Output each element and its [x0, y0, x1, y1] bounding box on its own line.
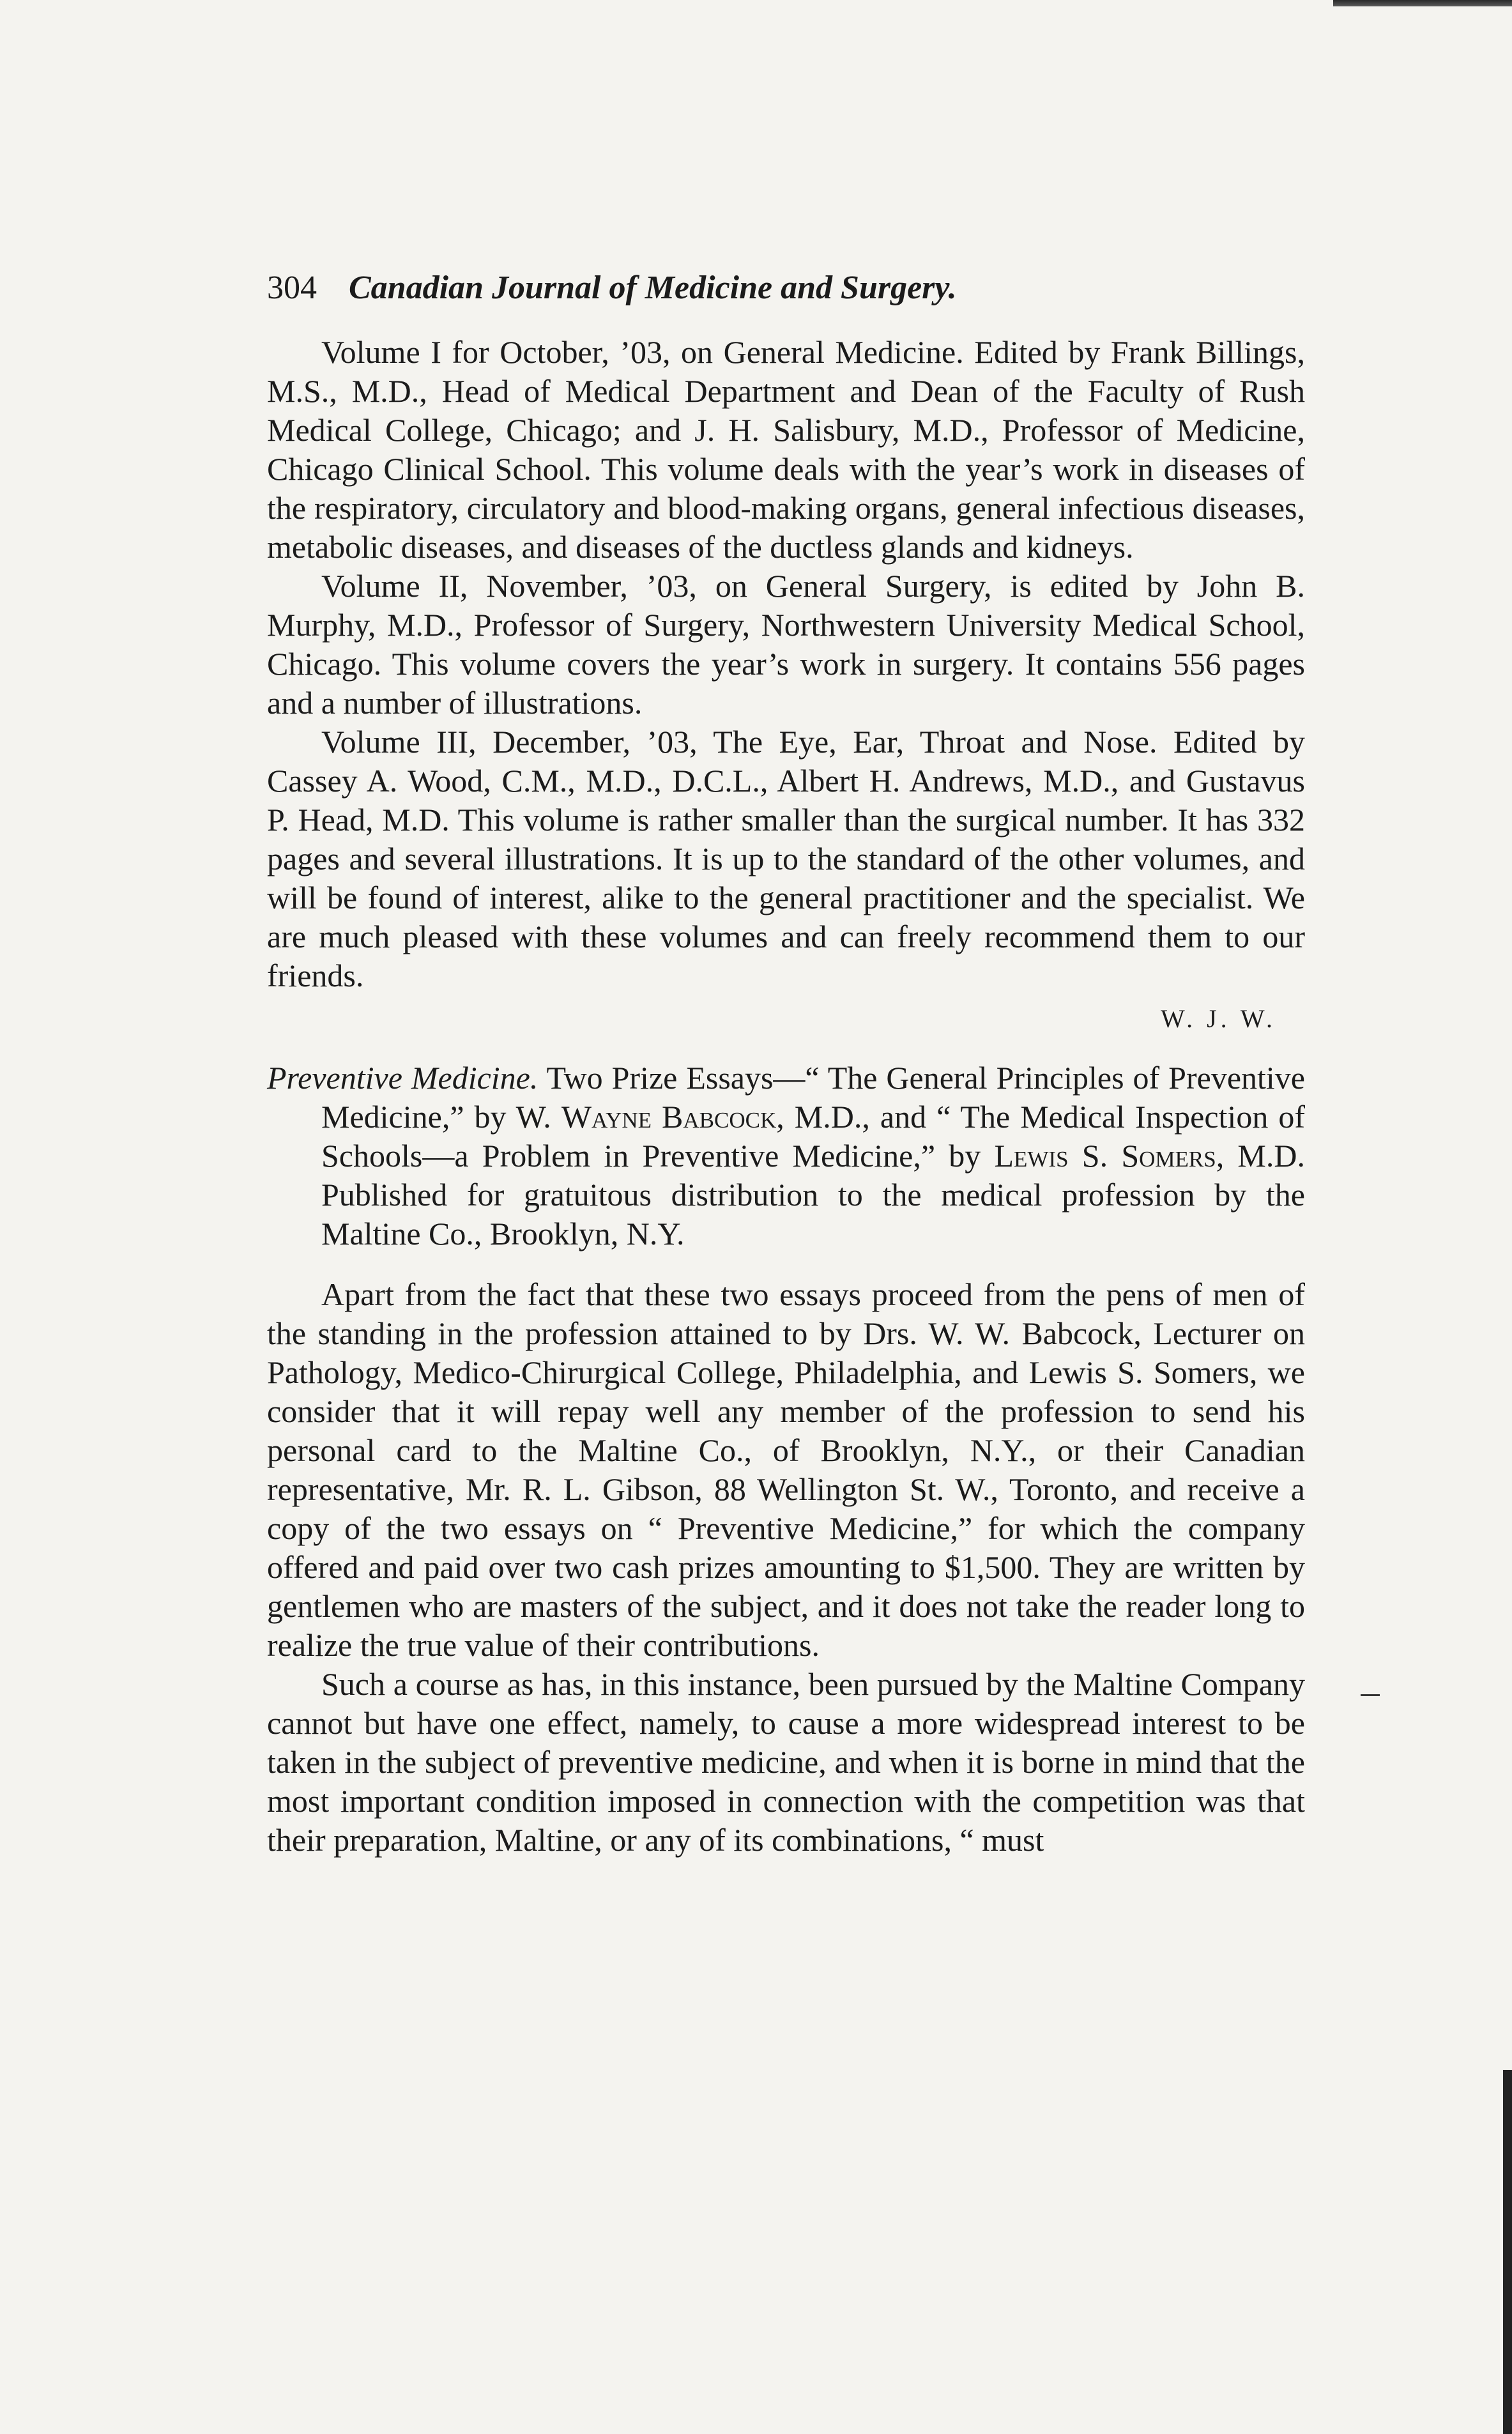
citation-text-3: , M.D. Published for gratuitous distribution to the medical profession by the Maltine Co., Brooklyn, N.Y.: [321, 1138, 1306, 1251]
page-content: [267, 268, 1305, 1860]
paragraph-volume-2: Volume II, November, ’03, on General Surgery, is edited by John B. Murphy, M.D., Professor of Surgery, Northwestern University Medical School, Chicago. This volume covers the year’s work in surgery. It contains 556 pages and a number of illustrations.: [267, 568, 1305, 721]
body-paragraph-1: Apart from the fact that these two essays proceed from the pens of men of the standing in the profession attained to by Drs. W. W. Babcock, Lecturer on Pathology, Medico-Chirurgical College, Philadelphia, and Lewis S. Somers, we consider that it will repay well any member of the profession to send his personal card to the Maltine Co., of Brooklyn, N.Y., or their Canadian representative, Mr. R. L. Gibson, 88 Wellington St. W., Toronto, and receive a copy of the two essays on “ Preventive Medicine,” for which the company offered and paid over two cash prizes amounting to $1,500. They are written by gentlemen who are masters of the subject, and it does not take the reader long to realize the true value of their contributions.: [267, 1276, 1305, 1663]
paragraph-volume-3: Volume III, December, ’03, The Eye, Ear, Throat and Nose. Edited by Cassey A. Wood, C.M., M.D., D.C.L., Albert H. Andrews, M.D., and Gustavus P. Head, M.D. This volume is rather smaller than the surgical number. It has 332 pages and several illustrations. It is up to the standard of the other volumes, and will be found of interest, alike to the general practitioner and the specialist. We are much pleased with these volumes and can freely recommend them to our friends.: [267, 724, 1305, 993]
citation-text-1: Two Prize Essays—“ The General Principles of Preventive Medicine,” by W.: [321, 1060, 1306, 1135]
reviewer-signature: W. J. W.: [1160, 1004, 1276, 1033]
citation-author-1: Wayne Babcock: [561, 1099, 777, 1135]
scan-edge-top: [1333, 0, 1512, 6]
body-paragraph-2: Such a course as has, in this instance, been pursued by the Maltine Company cannot but have one effect, namely, to cause a more widespread interest to be taken in the subject of preventive medicine, and when it is borne in mind that the most important condition imposed in connection with the competition was that their preparation, Maltine, or any of its combinations, “ must: [267, 1666, 1305, 1858]
citation-author-2: Lewis S. Somers: [994, 1138, 1216, 1174]
review-citation: [267, 1059, 1305, 1253]
review-title: Preventive Medicine.: [267, 1060, 538, 1096]
scan-edge-right: [1503, 2070, 1512, 2434]
page-number: 304: [267, 270, 317, 306]
margin-mark: [1361, 1694, 1380, 1696]
paragraph-volume-1: Volume I for October, ’03, on General Medicine. Edited by Frank Billings, M.S., M.D., Head of Medical Department and Dean of the Faculty of Rush Medical College, Chicago; and J. H. Salisbury, M.D., Professor of Medicine, Chicago Clinical School. This volume deals with the year’s work in diseases of the respiratory, circulatory and blood-making organs, general infectious diseases, metabolic diseases, and diseases of the ductless glands and kidneys.: [267, 334, 1305, 565]
running-head: [267, 268, 1305, 307]
citation-text-2: , M.D., and “ The Medical Inspection of Schools—a Problem in Preventive Medicine,” by: [321, 1099, 1305, 1174]
journal-title: Canadian Journal of Medicine and Surgery.: [349, 270, 957, 306]
